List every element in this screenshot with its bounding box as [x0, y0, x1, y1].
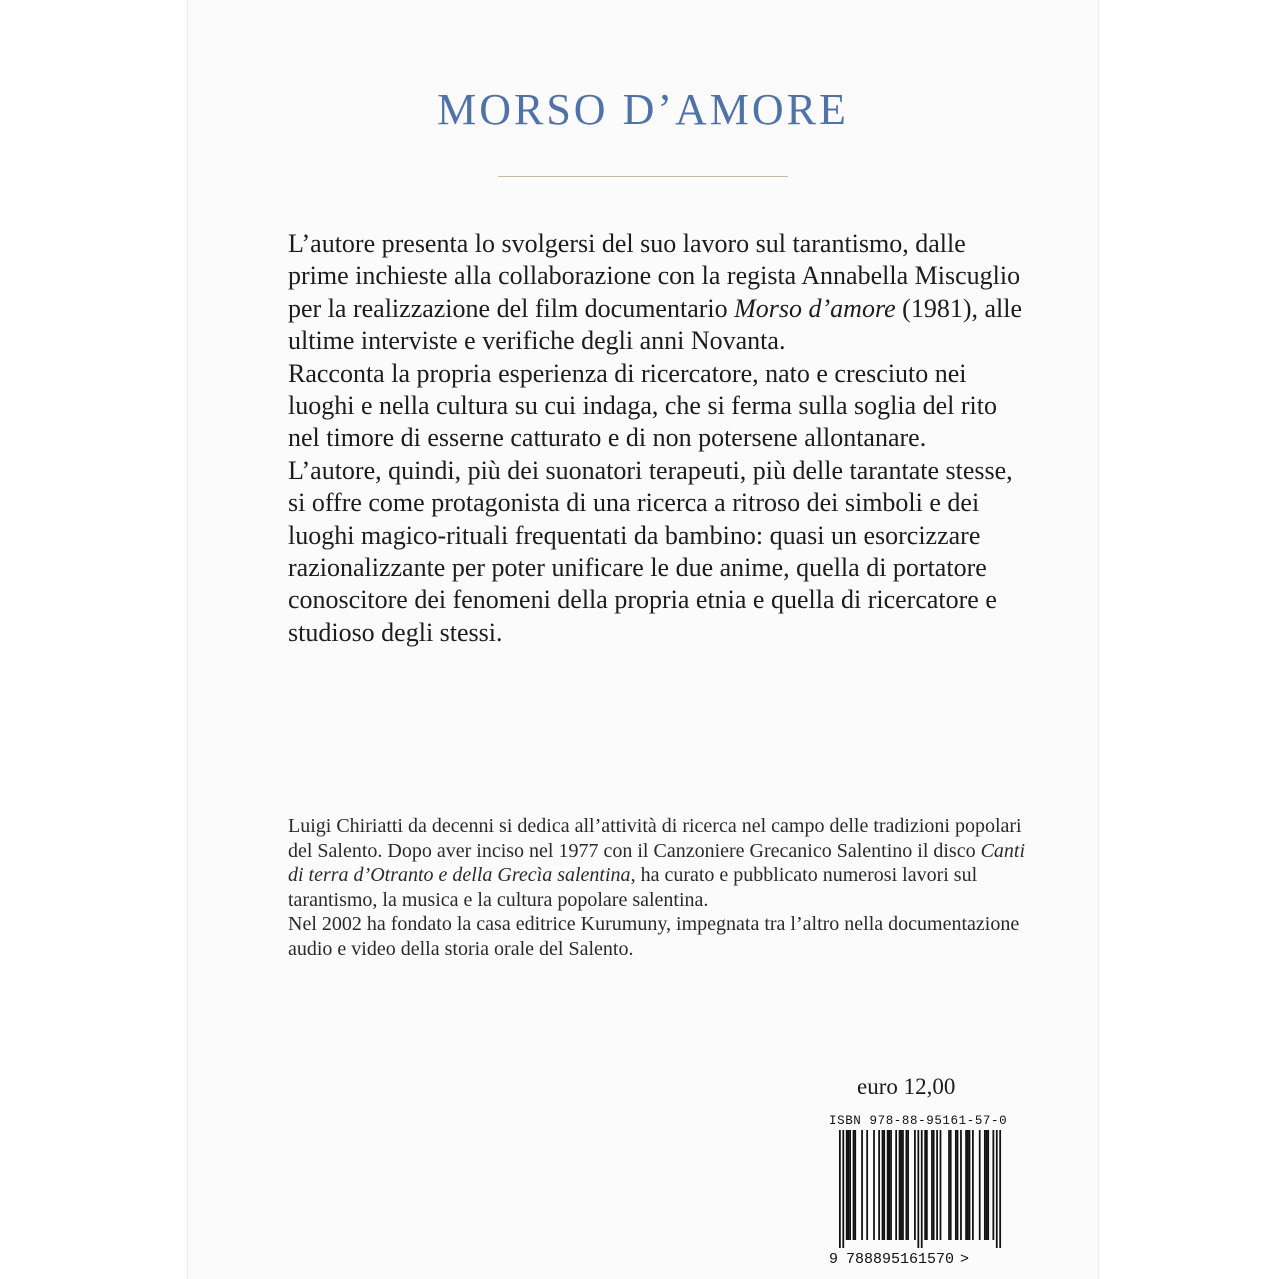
- barcode-bar: [969, 1130, 971, 1240]
- barcode-bar: [882, 1130, 884, 1240]
- barcode-bar: [950, 1130, 952, 1240]
- barcode-bar: [986, 1130, 988, 1240]
- blurb-film-title: Morso d’amore: [734, 293, 896, 323]
- barcode-bar: [955, 1130, 957, 1240]
- book-blurb: [288, 228, 1028, 649]
- barcode-bar: [900, 1130, 902, 1240]
- barcode-bar: [957, 1130, 959, 1240]
- isbn-label: ISBN 978-88-95161-57-0: [829, 1114, 1008, 1128]
- barcode-bar: [967, 1130, 969, 1240]
- bio-paragraph-2: Nel 2002 ha fondato la casa editrice Kurumuny, impegnata tra l’altro nella documentazione audio e video della storia orale del Salento.: [288, 913, 1020, 960]
- barcode-bar: [866, 1130, 868, 1240]
- barcode-bar: [926, 1130, 928, 1240]
- barcode-bar: [895, 1130, 897, 1240]
- barcode-bar: [917, 1130, 919, 1248]
- barcode-bar: [940, 1130, 942, 1240]
- barcode-bar: [972, 1130, 974, 1240]
- barcode-bar: [848, 1130, 850, 1240]
- barcode-bar: [842, 1130, 844, 1248]
- blurb-p1-text-a: L’autore presenta lo svolgersi del suo lavoro sul tarantismo, dalle prime inchieste alla collaborazione con la regista Annabella Miscuglio per la realizzazione del film documentario: [288, 229, 1021, 323]
- book-title: MORSO D’AMORE: [437, 85, 849, 134]
- barcode-bar: [965, 1130, 967, 1240]
- barcode-bar: [883, 1130, 885, 1240]
- barcode-bar: [948, 1130, 950, 1240]
- barcode-bar: [839, 1130, 841, 1248]
- barcode-bar: [888, 1130, 890, 1240]
- bio-p1-text-a: Luigi Chiriatti da decenni si dedica all’attività di ricerca nel campo delle tradizioni popolari del Salento. Dopo aver inciso nel 1977 con il Canzoniere Grecanico Salentino il disco: [288, 815, 1022, 862]
- barcode-bar: [936, 1130, 938, 1240]
- barcode-bar: [887, 1130, 889, 1240]
- barcode-bar: [999, 1130, 1001, 1248]
- barcode-left-group: 788895: [846, 1251, 901, 1268]
- bio-paragraph-1: [288, 814, 1028, 912]
- barcode-right-group: 161570: [900, 1251, 955, 1268]
- barcode-bar: [992, 1130, 994, 1240]
- author-bio: [288, 814, 1028, 961]
- barcode-bar: [987, 1130, 989, 1240]
- barcode-quiet-mark: >: [960, 1251, 970, 1268]
- barcode-bar: [979, 1130, 981, 1240]
- barcode-bar: [873, 1130, 875, 1240]
- barcode-bar: [907, 1130, 909, 1240]
- barcode-bar: [849, 1130, 851, 1240]
- barcode-bar: [861, 1130, 863, 1240]
- barcode-bar: [906, 1130, 908, 1240]
- bio-p1-text-b: , ha curato e pubblicato numerosi lavori sul tarantismo, la musica e la cultura popolare salentina.: [288, 864, 978, 911]
- barcode-bar: [933, 1130, 935, 1240]
- blurb-paragraph-1: [288, 228, 1028, 358]
- title-divider: [498, 176, 788, 177]
- barcode: [829, 1130, 1011, 1248]
- barcode-bar: [921, 1130, 923, 1248]
- barcode-digits: [829, 1251, 969, 1268]
- bio-album-title: Canti di terra d’Otranto e della Grecìa salentina: [288, 839, 1026, 886]
- price-label: euro 12,00: [857, 1074, 956, 1099]
- barcode-bar: [914, 1130, 916, 1240]
- barcode-bar: [924, 1130, 926, 1240]
- barcode-bar: [853, 1130, 855, 1240]
- blurb-p1-text-b: (1981), alle ultime interviste e verifiche degli anni Novanta.: [288, 293, 1022, 356]
- barcode-bar: [931, 1130, 933, 1240]
- blurb-paragraph-2: Racconta la propria esperienza di ricercatore, nato e cresciuto nei luoghi e nella cultura su cui indaga, che si ferma sulla soglia del rito nel timore di esserne catturato e di non potersene allontanare.: [288, 358, 998, 453]
- barcode-bar: [899, 1130, 901, 1240]
- barcode-bar: [984, 1130, 986, 1240]
- barcode-lead-digit: 9: [829, 1251, 839, 1268]
- barcode-bar: [890, 1130, 892, 1240]
- barcode-bar: [878, 1130, 880, 1240]
- barcode-bar: [902, 1130, 904, 1240]
- book-back-cover: [187, 0, 1099, 1279]
- blurb-paragraph-3: L’autore, quindi, più dei suonatori terapeuti, più delle tarantate stesse, si offre come protagonista di una ricerca a ritroso dei simboli e dei luoghi magico-rituali frequentati da bambino: quasi un esorcizzare razionalizzante per poter unificare le due anime, quella di portatore conoscitore dei fenomeni della propria etnia e quella di ricercatore e studioso degli stessi.: [288, 455, 1013, 647]
- barcode-bar: [960, 1130, 962, 1240]
- barcode-bar: [996, 1130, 998, 1248]
- barcode-bar: [854, 1130, 856, 1240]
- barcode-bar: [846, 1130, 848, 1240]
